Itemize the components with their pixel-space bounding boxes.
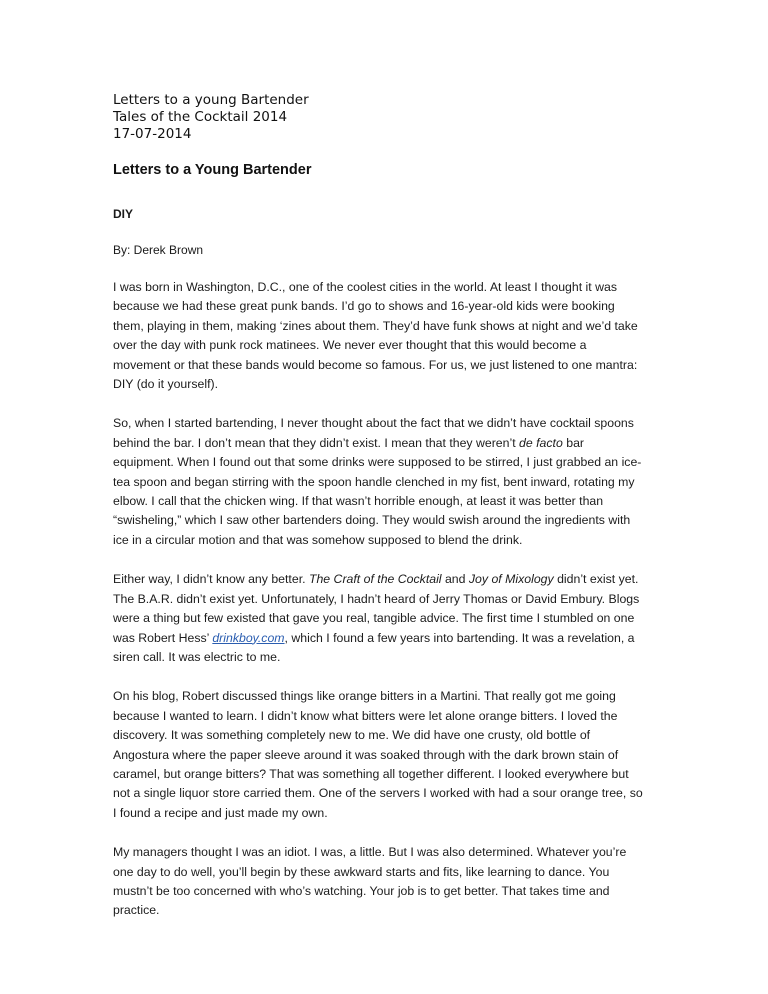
paragraph-3: [113, 570, 658, 667]
article-title: Letters to a Young Bartender: [113, 162, 312, 178]
paragraph-line: mustn’t be too concerned with who’s watching. Your job is to get better. That takes time and: [113, 883, 610, 898]
text-run: Either way, I didn’t know any better.: [113, 572, 309, 587]
book-title-craft: The Craft of the Cocktail: [308, 572, 442, 587]
text-run: didn’t exist yet.: [553, 572, 639, 587]
byline: By: Derek Brown: [113, 243, 204, 257]
paragraph-line: [113, 629, 658, 648]
document-page: [113, 92, 658, 921]
paragraph-1: [113, 278, 658, 394]
header-date: 17-07-2014: [113, 126, 192, 142]
paragraph-line: [113, 570, 658, 589]
paragraph-line: equipment. When I found out that some drinks were supposed to be stirred, I just grabbed an ice-: [113, 455, 642, 470]
paragraph-line: discovery. It was something completely new to me. We did have one crusty, old bottle of: [113, 728, 591, 743]
paragraph-line: were a thing but few existed that gave you real, tangible advice. The first time I stumbled on one: [113, 611, 635, 626]
text-run: , which I found a few years into bartending. It was a revelation, a: [284, 630, 635, 645]
paragraph-line: I was born in Washington, D.C., one of the coolest cities in the world. At least I thought it was: [113, 280, 617, 294]
paragraph-line: because we had these great punk bands. I’d go to shows and 16-year-old kids were booking: [113, 299, 615, 314]
paragraph-line: DIY (do it yourself).: [113, 377, 219, 392]
drinkboy-link[interactable]: drinkboy.com: [212, 630, 285, 645]
italic-term: de facto: [519, 435, 563, 450]
paragraph-line: Angostura where the paper sleeve around it was soaked through with the dark brown stain of: [113, 747, 619, 762]
paragraph-line: My managers thought I was an idiot. I was, a little. But I was also determined. Whatever you’re: [113, 845, 627, 860]
paragraph-line: elbow. I call that the chicken wing. If that wasn’t horrible enough, at least it was better than: [113, 494, 604, 509]
header-event: Tales of the Cocktail 2014: [113, 109, 288, 125]
paragraph-2: [113, 414, 658, 550]
paragraph-line: practice.: [113, 903, 160, 918]
paragraph-line: tea spoon and began stirring with the spoon handle clenched in my fist, bent inward, rotating my: [113, 474, 635, 489]
section-heading: DIY: [113, 207, 134, 221]
paragraph-line: “swisheling,” which I saw other bartenders doing. They would swish around the ingredients with: [113, 513, 631, 528]
paragraph-5: [113, 843, 658, 921]
paragraph-line: over the day with punk rock matinees. We never ever thought that this would become a: [113, 338, 587, 353]
book-title-joy: Joy of Mixology: [468, 572, 554, 587]
paragraph-line: them, playing in them, making ‘zines about them. They’d have funk shows at night and we’d take: [113, 318, 638, 333]
header-title: Letters to a young Bartender: [113, 92, 309, 108]
paragraph-line: movement or that these bands would become so famous. For us, we just listened to one mantra:: [113, 357, 638, 372]
paragraph-line: On his blog, Robert discussed things like orange bitters in a Martini. That really got me going: [113, 689, 616, 704]
paragraph-line: caramel, but orange bitters? That was something all together different. I looked everywhere but: [113, 766, 629, 781]
paragraph-line: [113, 434, 658, 453]
paragraph-line: ice in a circular motion and that was somehow supposed to blend the drink.: [113, 532, 523, 547]
text-run: bar: [562, 435, 585, 450]
paragraph-line: siren call. It was electric to me.: [113, 649, 281, 664]
document-header: [113, 92, 658, 143]
paragraph-line: not a single liquor store carried them. One of the servers I worked with had a sour orange tree, so: [113, 786, 643, 801]
paragraph-line: one day to do well, you’ll begin by these awkward starts and fits, like learning to dance. You: [113, 864, 610, 879]
paragraph-line: because I wanted to learn. I didn’t know what bitters were let alone orange bitters. I loved the: [113, 708, 618, 723]
text-run: and: [441, 572, 469, 587]
paragraph-line: The B.A.R. didn’t exist yet. Unfortunately, I hadn’t heard of Jerry Thomas or David Embury. Blogs: [113, 591, 640, 606]
text-run: was Robert Hess’: [113, 630, 213, 645]
paragraph-line: So, when I started bartending, I never thought about the fact that we didn’t have cocktail spoons: [113, 416, 634, 431]
paragraph-line: I found a recipe and just made my own.: [113, 805, 328, 820]
paragraph-4: [113, 687, 658, 823]
text-run: behind the bar. I don’t mean that they didn’t exist. I mean that they weren’t: [113, 435, 520, 450]
